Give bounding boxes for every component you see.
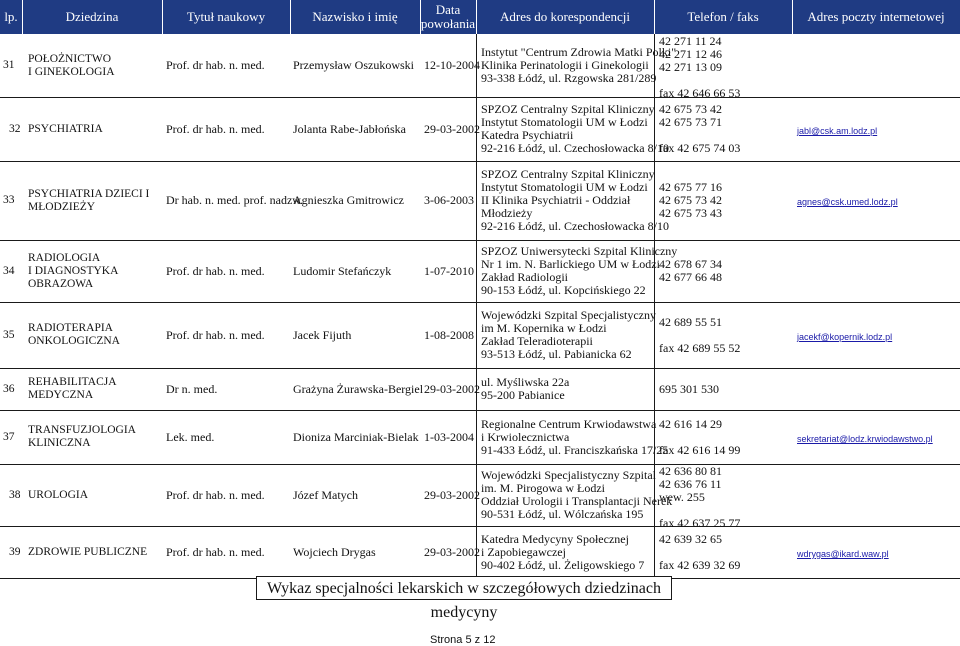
row-telefon: fax 42 689 55 52 [659, 341, 741, 355]
header-data [420, 0, 476, 34]
row-dziedzina: I GINEKOLOGIA [28, 66, 115, 78]
row-data: 29-03-2002 [424, 122, 480, 136]
row-adres: im M. Kopernika w Łodzi [481, 321, 607, 335]
row-dziedzina: KLINICZNA [28, 437, 91, 449]
row-dziedzina: OBRAZOWA [28, 278, 94, 290]
row-adres: 93-513 Łódź, ul. Pabianicka 62 [481, 347, 632, 361]
row-adres: SPZOZ Uniwersytecki Szpital Kliniczny [481, 244, 678, 258]
row-divider [0, 368, 960, 369]
row-telefon: 42 271 13 09 [659, 60, 722, 74]
row-telefon: wew. 255 [659, 490, 705, 504]
row-nazwisko: Dioniza Marciniak-Bielak [293, 430, 419, 444]
row-email-link[interactable]: jacekf@kopernik.lodz.pl [797, 332, 893, 342]
row-dziedzina: REHABILITACJA [28, 376, 117, 388]
row-adres: Regionalne Centrum Krwiodawstwa [481, 417, 657, 431]
row-email-link[interactable]: agnes@csk.umed.lodz.pl [797, 197, 898, 207]
row-tytul: Prof. dr hab. n. med. [166, 264, 265, 278]
row-dziedzina: PSYCHIATRIA DZIECI I [28, 188, 150, 200]
row-adres: II Klinika Psychiatrii - Oddział [481, 193, 631, 207]
row-adres: 90-402 Łódź, ul. Żeligowskiego 7 [481, 558, 645, 572]
row-telefon: 42 677 66 48 [659, 270, 722, 284]
row-adres: SPZOZ Centralny Szpital Kliniczny [481, 167, 655, 181]
row-adres: Nr 1 im. N. Barlickiego UM w Łodzi [481, 257, 660, 271]
row-telefon: 42 639 32 65 [659, 532, 722, 546]
row-adres: Zakład Radiologii [481, 270, 568, 284]
row-nazwisko: Grażyna Żurawska-Bergiel [293, 382, 424, 396]
row-adres: 90-531 Łódź, ul. Wólczańska 195 [481, 507, 644, 521]
row-adres: ul. Myśliwska 22a [481, 375, 570, 389]
row-divider [0, 240, 960, 241]
row-divider [0, 410, 960, 411]
row-adres: Klinika Perinatologii i Ginekologii [481, 58, 649, 72]
row-adres: Katedra Medycyny Społecznej [481, 532, 629, 546]
row-email-link[interactable]: jabl@csk.am.lodz.pl [797, 126, 878, 136]
row-lp: 37 [3, 431, 15, 443]
row-dziedzina: MŁODZIEŻY [28, 201, 96, 213]
row-lp: 31 [3, 59, 15, 71]
row-telefon: 42 689 55 51 [659, 315, 722, 329]
row-lp: 38 [9, 489, 21, 501]
row-telefon: 42 675 73 43 [659, 206, 722, 220]
row-nazwisko: Wojciech Drygas [293, 545, 376, 559]
row-dziedzina: TRANSFUZJOLOGIA [28, 424, 136, 436]
row-tytul: Prof. dr hab. n. med. [166, 545, 265, 559]
row-telefon: fax 42 616 14 99 [659, 443, 741, 457]
header-email: Adres poczty internetowej [807, 9, 945, 24]
row-nazwisko: Józef Matych [293, 488, 358, 502]
row-tytul: Prof. dr hab. n. med. [166, 488, 265, 502]
page-number: Strona 5 z 12 [430, 634, 496, 646]
row-email-link[interactable]: wdrygas@ikard.waw.pl [797, 549, 889, 559]
row-tytul: Dr n. med. [166, 382, 218, 396]
row-adres: 92-216 Łódź, ul. Czechosłowacka 8/10 [481, 141, 669, 155]
row-dziedzina: ZDROWIE PUBLICZNE [28, 546, 148, 558]
row-adres: Zakład Teleradioterapii [481, 334, 593, 348]
document-title: Wykaz specjalności lekarskich w szczegółowych dziedzinach medycyny [256, 576, 672, 600]
row-telefon: fax 42 639 32 69 [659, 558, 741, 572]
row-telefon: 42 675 73 71 [659, 115, 722, 129]
row-email-link[interactable]: sekretariat@lodz.krwiodawstwo.pl [797, 434, 933, 444]
row-adres: i Krwiolecznictwa [481, 430, 570, 444]
row-data: 3-06-2003 [424, 193, 474, 207]
row-dziedzina: UROLOGIA [28, 489, 89, 501]
header-data-line1: Data [435, 2, 461, 17]
row-data: 1-03-2004 [424, 430, 474, 444]
row-telefon: fax 42 675 74 03 [659, 141, 741, 155]
row-tytul: Prof. dr hab. n. med. [166, 122, 265, 136]
row-dziedzina: MEDYCZNA [28, 389, 94, 401]
row-dziedzina: I DIAGNOSTYKA [28, 265, 119, 277]
row-data: 29-03-2002 [424, 382, 480, 396]
header-telefon: Telefon / faks [687, 9, 759, 24]
row-lp: 36 [3, 383, 15, 395]
header-dziedzina: Dziedzina [65, 9, 119, 24]
row-adres: Wojewódzki Szpital Specjalistyczny [481, 308, 656, 322]
table-header [0, 0, 960, 34]
row-nazwisko: Przemysław Oszukowski [293, 58, 414, 72]
row-adres: Instytut Stomatologii UM w Łodzi [481, 180, 648, 194]
row-telefon: 42 675 73 42 [659, 193, 722, 207]
row-lp: 34 [3, 265, 15, 277]
row-divider [0, 526, 960, 527]
row-telefon: 42 636 76 11 [659, 477, 722, 491]
row-adres: 92-216 Łódź, ul. Czechosłowacka 8/10 [481, 219, 669, 233]
row-telefon: 42 271 12 46 [659, 47, 722, 61]
row-dziedzina: PSYCHIATRIA [28, 123, 103, 135]
row-adres: Instytut Stomatologii UM w Łodzi [481, 115, 648, 129]
row-telefon: 695 301 530 [659, 382, 719, 396]
row-telefon: 42 678 67 34 [659, 257, 722, 271]
row-telefon: 42 636 80 81 [659, 464, 722, 478]
row-dziedzina: RADIOTERAPIA [28, 322, 113, 334]
row-adres: i Zapobiegawczej [481, 545, 566, 559]
row-adres: 91-433 Łódź, ul. Franciszkańska 17/25 [481, 443, 669, 457]
row-tytul: Dr hab. n. med. prof. nadzw. [166, 193, 304, 207]
row-telefon: 42 675 77 16 [659, 180, 722, 194]
header-nazwisko: Nazwisko i imię [312, 9, 398, 24]
row-data: 29-03-2002 [424, 488, 480, 502]
row-divider [0, 161, 960, 162]
row-adres: im. M. Pirogowa w Łodzi [481, 481, 605, 495]
row-telefon: fax 42 646 66 53 [659, 86, 741, 100]
row-adres: Instytut "Centrum Zdrowia Matki Polki" [481, 45, 677, 59]
row-lp: 35 [3, 329, 15, 341]
row-telefon: 42 675 73 42 [659, 102, 722, 116]
row-nazwisko: Jolanta Rabe-Jabłońska [293, 122, 406, 136]
row-dziedzina: RADIOLOGIA [28, 252, 101, 264]
row-dziedzina: ONKOLOGICZNA [28, 335, 120, 347]
row-adres: Młodzieży [481, 206, 533, 220]
row-data: 1-08-2008 [424, 328, 474, 342]
header-data-line2: powołania [420, 16, 476, 31]
row-telefon: 42 616 14 29 [659, 417, 722, 431]
row-data: 1-07-2010 [424, 264, 474, 278]
row-divider [0, 97, 960, 98]
header-adres: Adres do korespondencji [500, 9, 630, 24]
row-nazwisko: Agnieszka Gmitrowicz [293, 193, 404, 207]
row-lp: 33 [3, 194, 15, 206]
row-tytul: Prof. dr hab. n. med. [166, 58, 265, 72]
row-adres: 90-153 Łódź, ul. Kopcińskiego 22 [481, 283, 646, 297]
row-telefon: fax 42 637 25 77 [659, 516, 741, 530]
row-adres: 93-338 Łódź, ul. Rzgowska 281/289 [481, 71, 657, 85]
row-tytul: Prof. dr hab. n. med. [166, 328, 265, 342]
header-tytul: Tytuł naukowy [186, 9, 266, 24]
row-adres: Oddział Urologii i Transplantacji Nerek [481, 494, 673, 508]
row-tytul: Lek. med. [166, 430, 215, 444]
row-divider [0, 302, 960, 303]
row-adres: Wojewódzki Specjalistyczny Szpital [481, 468, 656, 482]
row-adres: 95-200 Pabianice [481, 388, 565, 402]
row-nazwisko: Jacek Fijuth [293, 328, 352, 342]
row-adres: SPZOZ Centralny Szpital Kliniczny [481, 102, 655, 116]
row-divider [0, 464, 960, 465]
row-adres: Katedra Psychiatrii [481, 128, 574, 142]
row-data: 29-03-2002 [424, 545, 480, 559]
row-data: 12-10-2004 [424, 58, 480, 72]
row-dziedzina: POŁOŻNICTWO [28, 53, 112, 65]
row-lp: 39 [9, 546, 21, 558]
row-telefon: 42 271 11 24 [659, 34, 722, 48]
header-lp: lp. [4, 9, 18, 24]
row-lp: 32 [9, 123, 21, 135]
row-nazwisko: Ludomir Stefańczyk [293, 264, 392, 278]
